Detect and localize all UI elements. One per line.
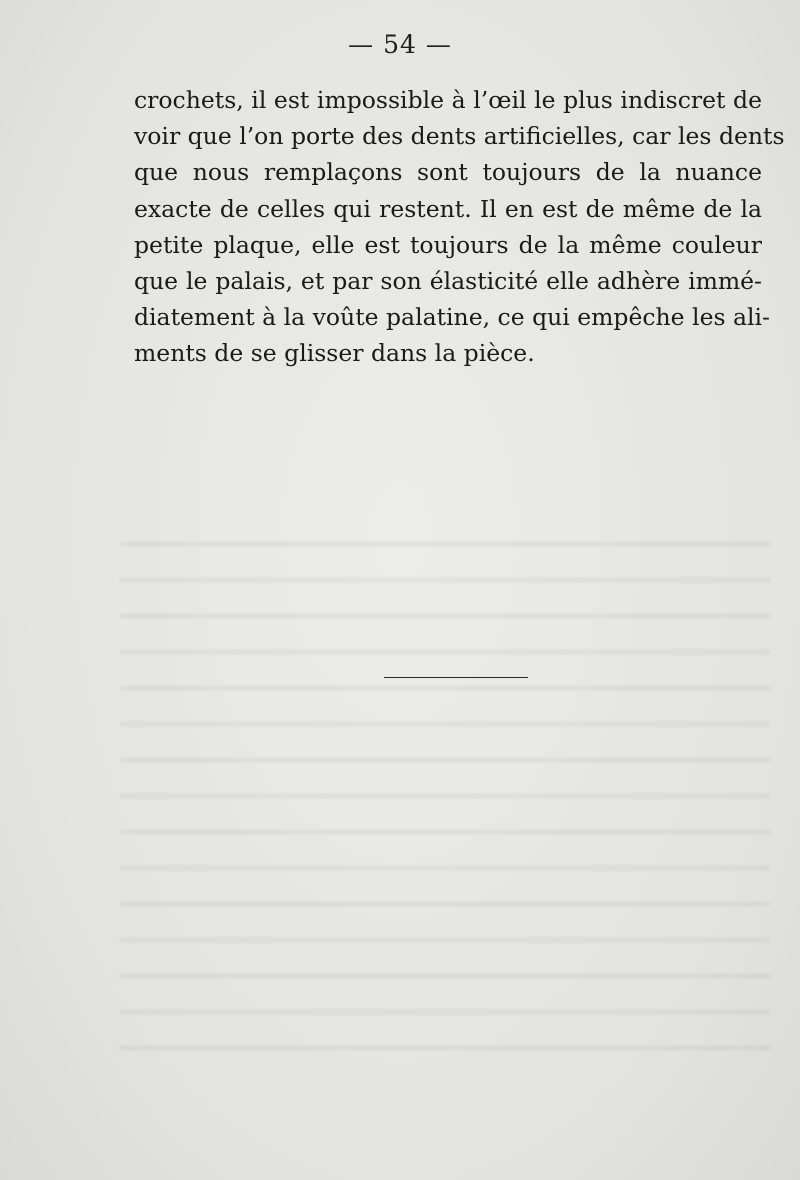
paragraph — [134, 82, 785, 372]
text-line: diatement à la voûte palatine, ce qui empêche les ali- — [134, 303, 770, 332]
text-line: que nous remplaçons sont toujours de la nuance — [134, 158, 762, 187]
text-line: petite plaque, elle est toujours de la même couleur — [134, 230, 762, 259]
text-line: que le palais, et par son élasticité elle adhère immé- — [134, 267, 762, 296]
text-line: voir que l’on porte des dents artificielles, car les dents — [134, 122, 785, 151]
section-divider-rule — [384, 677, 528, 678]
text-line: exacte de celles qui restent. Il en est de même de la — [134, 194, 762, 223]
text-line: ments de se glisser dans la pièce. — [134, 339, 535, 368]
page-number: — 54 — — [348, 30, 452, 59]
reverse-side-bleed-through — [120, 520, 770, 1080]
text-line: crochets, il est impossible à l’œil le plus indiscret de — [134, 86, 762, 114]
